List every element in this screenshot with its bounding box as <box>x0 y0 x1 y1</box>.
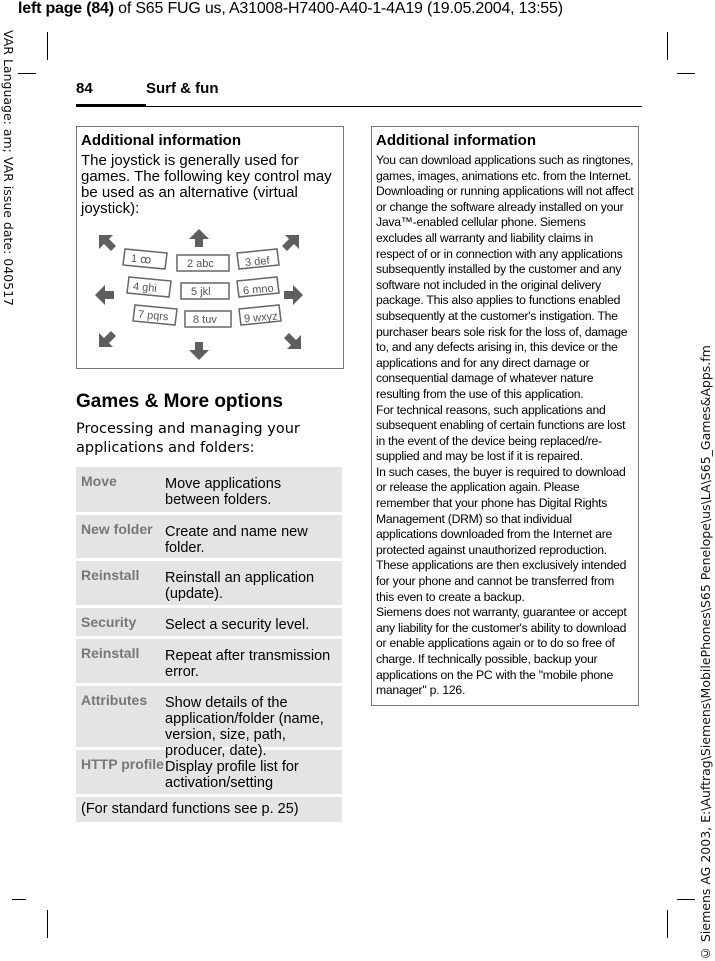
option-key: Attributes <box>81 692 148 708</box>
key-1-label: 1 ꝏ <box>130 252 152 267</box>
option-key: New folder <box>81 521 153 537</box>
key-5-label: 5 jkl <box>191 286 211 298</box>
arrow-down-icon <box>189 342 209 360</box>
option-row-security <box>76 608 342 636</box>
crop-mark <box>677 899 695 900</box>
arrow-up-right-icon <box>282 235 299 251</box>
option-row-attributes <box>76 686 342 759</box>
key-8-label: 8 tuv <box>193 314 217 326</box>
option-row-new-folder <box>76 515 342 558</box>
option-key: HTTP profile <box>81 756 164 772</box>
joystick-info-box <box>76 126 344 369</box>
crop-mark <box>12 899 26 900</box>
option-key: Reinstall <box>81 567 140 583</box>
option-row-move <box>76 467 342 512</box>
key-4-label: 4 ghi <box>132 280 158 295</box>
info-box-body <box>376 153 634 699</box>
side-text-left: VAR Language: am; VAR issue date: 040517 <box>1 30 16 306</box>
key-9-label: 9 wxyz <box>243 310 279 326</box>
crop-mark <box>667 32 668 60</box>
info-paragraph: You can download applications such as ringtones, games, images, animations etc. from the Internet. Downloading or running applications will not affect or change the software already installed on your Java™-enabled cellular phone. Siemens excludes all warranty and liability claims in respect of or in connection with any applications subsequently installed by the customer and any software not included in the original delivery package. This also applies to functions enabled subsequently at the customer's instigation. The purchaser bears sole risk for the loss of, damage to, and any defects arising in, this device or the applications and for any direct damage or consequential damage of whatever nature resulting from the use of this application. <box>376 153 634 401</box>
key-7-label: 7 pqrs <box>137 308 169 324</box>
option-desc: Move applications between folders. <box>165 476 282 508</box>
option-row-reinstall-error <box>76 639 342 683</box>
download-info-box <box>371 126 639 706</box>
option-key: Move <box>81 473 117 489</box>
print-header-page: left page (84) <box>18 0 114 17</box>
key-2-label: 2 abc <box>187 258 214 270</box>
print-header <box>18 0 563 18</box>
info-box-title: Additional information <box>376 132 536 149</box>
crop-mark <box>667 910 668 938</box>
info-paragraph: Siemens does not warranty, guarantee or accept any liability for the customer's ability to download or enable applications again or to do so free of charge. If technically possible, backup your applications on the PC with the "mobile phone manager" p. 126. <box>376 605 627 698</box>
arrow-left-icon <box>95 285 114 305</box>
arrow-down-left-icon <box>99 331 116 347</box>
option-desc: Repeat after transmission error. <box>165 648 331 680</box>
crop-mark <box>677 73 695 74</box>
option-desc: Display profile list for activation/setting <box>165 759 299 791</box>
arrow-up-left-icon <box>99 235 116 251</box>
options-footer-note: (For standard functions see p. 25) <box>76 797 342 822</box>
info-box-title: Additional information <box>81 132 241 149</box>
arrow-down-right-icon <box>284 333 301 349</box>
arrow-right-icon <box>284 285 303 305</box>
print-header-details: of S65 FUG us, A31008-H7400-A40-1-4A19 (19.05.2004, 13:55) <box>113 0 563 17</box>
options-table <box>76 467 342 822</box>
section-title: Games & More options <box>76 391 283 412</box>
option-desc: Reinstall an application (update). <box>165 570 315 602</box>
option-key: Reinstall <box>81 645 140 661</box>
virtual-joystick-keypad-diagram <box>87 217 327 367</box>
page-number: 84 <box>76 80 93 97</box>
key-6-label: 6 mno <box>242 282 275 298</box>
info-box-body: The joystick is generally used for games. The following key control may be used as an alternative (virtual joystick): <box>81 152 332 217</box>
side-text-right: © Siemens AG 2003, E:\Auftrag\Siemens\MobilePhones\S65 Penelope\us\LA\S65_Games&Apps.fm <box>698 345 713 961</box>
key-3-label: 3 def <box>244 254 271 270</box>
option-desc: Show details of the application/folder (name, version, size, path, producer, date). <box>165 695 324 759</box>
section-intro: Processing and managing your applications and folders: <box>76 421 300 456</box>
option-desc: Create and name new folder. <box>165 524 308 556</box>
info-paragraph: For technical reasons, such applications and subsequent enabling of certain functions are lost in the event of the device being replaced/re-supplied and may be lost if it is repaired. <box>376 402 626 464</box>
option-key: Security <box>81 614 137 630</box>
option-desc: Select a security level. <box>165 617 310 633</box>
arrow-up-icon <box>189 229 209 247</box>
crop-mark <box>47 32 48 60</box>
option-row-http-profile <box>76 750 342 794</box>
header-rule <box>76 106 642 107</box>
info-paragraph: In such cases, the buyer is required to download or release the application again. Please remember that your phone has Digital Rights Management (DRM) so that individual applications downloaded from the Internet are protected against unauthorized reproduction. These applications are then exclusively intended for your phone and cannot be transferred from this even to create a backup. <box>376 464 627 604</box>
crop-mark <box>47 910 48 938</box>
running-title: Surf & fun <box>146 80 219 97</box>
crop-mark <box>18 73 36 74</box>
option-row-reinstall <box>76 561 342 605</box>
